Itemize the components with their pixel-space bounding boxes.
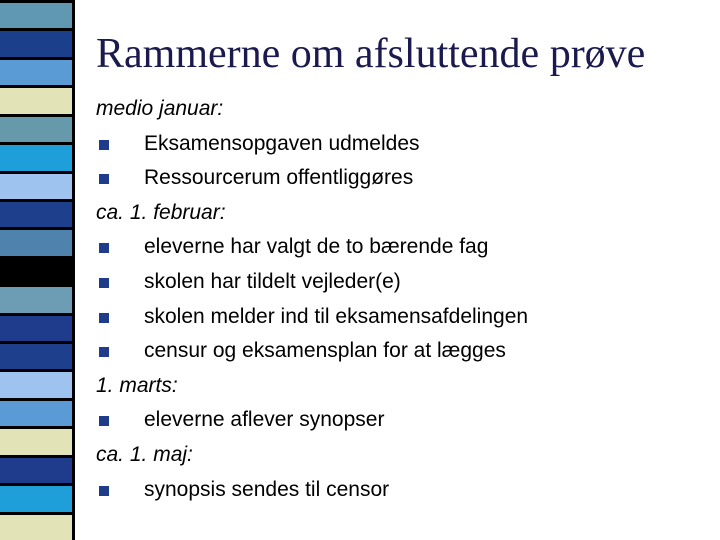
slide-title: Rammerne om afsluttende prøve — [96, 31, 646, 77]
bullet-text: Eksamensopgaven udmeldes — [144, 131, 420, 155]
bullet-item — [96, 265, 706, 300]
stripe-separator — [0, 483, 72, 486]
bullet-text: Ressourcerum offentliggøres — [144, 166, 414, 190]
stripe-separator — [0, 313, 72, 316]
stripe-block — [0, 114, 72, 142]
stripe-block — [0, 142, 72, 170]
stripe-separator — [0, 284, 72, 287]
stripe-block — [0, 199, 72, 227]
stripe-separator — [0, 227, 72, 230]
stripe-block — [0, 398, 72, 426]
bullet-text: censur og eksamensplan for at lægges — [144, 339, 506, 363]
square-bullet-icon — [99, 347, 109, 357]
stripe-block — [0, 256, 72, 284]
section-heading: medio januar: — [96, 97, 224, 120]
bullet-item — [96, 230, 706, 265]
stripe-block — [0, 85, 72, 113]
bullet-item — [96, 334, 706, 369]
stripe-block — [0, 227, 72, 255]
bullet-text: eleverne har valgt de to bærende fag — [144, 235, 489, 259]
stripe-block — [0, 455, 72, 483]
stripe-separator — [0, 28, 72, 31]
stripe-separator — [0, 398, 72, 401]
stripe-block — [0, 171, 72, 199]
stripe-block — [0, 284, 72, 312]
stripe-block — [0, 0, 72, 28]
slide-content — [96, 92, 706, 507]
stripe-block — [0, 426, 72, 454]
square-bullet-icon — [99, 174, 109, 184]
stripe-block — [0, 57, 72, 85]
stripe-separator — [0, 369, 72, 372]
bullet-item — [96, 473, 706, 508]
bullet-item — [96, 403, 706, 438]
square-bullet-icon — [99, 313, 109, 323]
square-bullet-icon — [99, 416, 109, 426]
stripe-block — [0, 28, 72, 56]
section-heading: 1. marts: — [96, 373, 178, 397]
stripe-separator — [0, 199, 72, 202]
section-heading: ca. 1. maj: — [96, 442, 193, 466]
stripe-block — [0, 512, 72, 540]
stripe-separator — [0, 85, 72, 88]
stripe-block — [0, 483, 72, 511]
bullet-text: skolen har tildelt vejleder(e) — [144, 269, 401, 293]
square-bullet-icon — [99, 243, 109, 253]
stripe-separator — [0, 341, 72, 344]
stripe-separator — [0, 171, 72, 174]
stripe-separator — [0, 0, 72, 3]
bullet-text: eleverne aflever synopser — [144, 408, 385, 432]
bullet-text: synopsis sendes til censor — [144, 477, 390, 501]
section-heading: ca. 1. februar: — [96, 200, 226, 224]
decorative-stripe — [0, 0, 72, 540]
stripe-separator — [0, 142, 72, 145]
stripe-edge — [72, 0, 75, 540]
bullet-text: skolen melder ind til eksamensafdelingen — [144, 304, 529, 328]
stripe-separator — [0, 426, 72, 429]
bullet-item — [96, 127, 706, 162]
stripe-block — [0, 369, 72, 397]
stripe-separator — [0, 114, 72, 117]
square-bullet-icon — [99, 140, 109, 150]
stripe-separator — [0, 256, 72, 259]
stripe-block — [0, 341, 72, 369]
stripe-separator — [0, 57, 72, 60]
stripe-separator — [0, 455, 72, 458]
bullet-item — [96, 300, 706, 335]
square-bullet-icon — [99, 486, 109, 496]
stripe-separator — [0, 512, 72, 515]
bullet-item — [96, 161, 706, 196]
square-bullet-icon — [99, 278, 109, 288]
stripe-block — [0, 313, 72, 341]
